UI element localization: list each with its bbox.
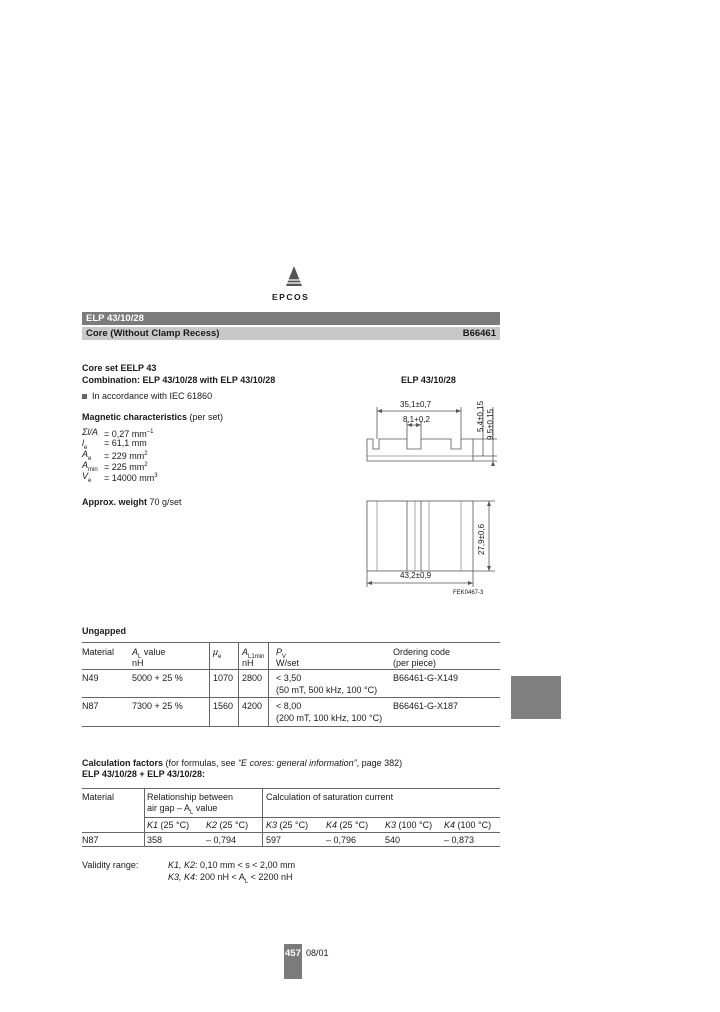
- col-ue: [213, 647, 221, 662]
- row-al1min: 2800: [242, 673, 263, 683]
- param-sub: e: [88, 455, 92, 462]
- dim-width: 27,9±0,6: [477, 523, 486, 555]
- col-pv-sub: V: [282, 653, 287, 660]
- param-symbol: A: [82, 449, 89, 459]
- calc-row-value: 597: [266, 835, 282, 845]
- col-al-sym: A: [132, 647, 139, 657]
- calc-k-header: [385, 820, 432, 830]
- dim-center-leg: 8,1+0,2: [403, 415, 430, 424]
- param-sub: e: [88, 477, 92, 484]
- k-temp: (100 °C): [396, 820, 433, 830]
- param-value: = 61,1 mm: [104, 438, 147, 448]
- param-symbol: A: [82, 460, 89, 470]
- row-ordering-code: B66461-G-X187: [393, 701, 459, 711]
- calc-k-header: [444, 820, 491, 830]
- validity-k3k4: [168, 872, 292, 887]
- k-sym: K3: [385, 820, 397, 830]
- product-title: ELP 43/10/28: [86, 313, 144, 324]
- param-sum-l-a: [82, 427, 154, 439]
- col-ordering-unit: (per piece): [393, 658, 437, 668]
- page-number-box: [284, 944, 302, 979]
- k-sym: K4: [444, 820, 456, 830]
- table-rule: [82, 726, 500, 727]
- col-al-text: value: [141, 647, 166, 657]
- row-ue: 1070: [213, 673, 234, 683]
- param-symbol: l: [82, 438, 84, 448]
- col-ue-sym: μ: [213, 647, 218, 657]
- magnetic-title-suffix: (per set): [187, 412, 224, 422]
- dim-overall-length: 35,1±0,7: [400, 400, 432, 409]
- table-rule: [82, 832, 500, 833]
- dim-height-outer: 9,5±0,15: [486, 408, 495, 440]
- calc-rel-value: value: [193, 803, 218, 813]
- calc-col-relationship-2: [147, 803, 217, 818]
- calc-col-relationship: Relationship between: [147, 792, 234, 802]
- col-material: Material: [82, 647, 115, 657]
- k-temp: (25 °C): [158, 820, 190, 830]
- param-value: = 225 mm: [104, 462, 145, 472]
- validity-k-sym: K1, K2: [168, 860, 196, 870]
- row-ordering-code: B66461-G-X149: [393, 673, 459, 683]
- param-sub: min: [88, 466, 98, 473]
- calc-k-header: [266, 820, 308, 830]
- k-sym: K4: [326, 820, 338, 830]
- param-sub: e: [84, 444, 88, 451]
- table-rule: [82, 697, 500, 698]
- ungapped-title: Ungapped: [82, 626, 126, 636]
- epcos-logo-icon: [282, 266, 306, 290]
- k-temp: (25 °C): [337, 820, 369, 830]
- table-col-divider: [268, 643, 269, 727]
- table-col-divider: [238, 643, 239, 727]
- col-al1min-sub: L1min: [248, 653, 265, 660]
- k-temp: (100 °C): [455, 820, 492, 830]
- product-subtitle-bar: [82, 327, 500, 340]
- row-conditions: (200 mT, 100 kHz, 100 °C): [276, 713, 383, 723]
- logo-text: EPCOS: [272, 292, 310, 302]
- param-sup: 3: [154, 473, 158, 479]
- accordance-text: In accordance with IEC 61860: [92, 391, 213, 401]
- validity-sub: L: [244, 878, 249, 885]
- issue-date: 08/01: [306, 948, 329, 958]
- col-pv-unit: W/set: [276, 658, 300, 668]
- k-temp: (25 °C): [277, 820, 309, 830]
- page-number: 457: [285, 948, 301, 959]
- weight-label: Approx. weight: [82, 497, 147, 507]
- calc-row-value: – 0,796: [326, 835, 357, 845]
- k-sym: K3: [266, 820, 278, 830]
- calc-title-ref: “E cores: general information”: [238, 758, 357, 768]
- row-material: N49: [82, 673, 99, 683]
- row-pv: < 8,00: [276, 701, 302, 711]
- row-ue: 1560: [213, 701, 234, 711]
- calc-k-header: [326, 820, 368, 830]
- validity-k-sym: K3, K4: [168, 872, 196, 882]
- calc-title-page: , page 382): [356, 758, 403, 768]
- col-al1min-unit: nH: [242, 658, 254, 668]
- col-ordering-code: Ordering code: [393, 647, 451, 657]
- table-rule: [82, 669, 500, 670]
- row-material: N87: [82, 701, 99, 711]
- calc-row-value: 540: [385, 835, 401, 845]
- param-sup: 2: [144, 462, 148, 468]
- param-symbol: Σl/A: [82, 427, 98, 437]
- table-col-divider: [144, 789, 145, 847]
- calc-rel-text: air gap – A: [147, 803, 191, 813]
- calc-title: [82, 758, 402, 768]
- validity-k1k2: [168, 860, 295, 870]
- col-al1min-sym: A: [242, 647, 249, 657]
- param-ve: [82, 471, 158, 486]
- dim-length: 43,2±0,9: [400, 571, 432, 580]
- calc-title-text: Calculation factors: [82, 758, 164, 768]
- validity-range-end: < 2200 nH: [248, 872, 293, 882]
- table-rule: [82, 642, 500, 643]
- col-pv-sym: P: [276, 647, 283, 657]
- calc-k-header: [206, 820, 248, 830]
- validity-range: : 200 nH < A: [195, 872, 245, 882]
- product-subtitle: Core (Without Clamp Recess): [86, 328, 220, 339]
- validity-label: Validity range:: [82, 860, 139, 870]
- core-set-title: Core set EELP 43: [82, 363, 157, 373]
- row-al: 7300 + 25 %: [132, 701, 183, 711]
- k-sym: K1: [147, 820, 159, 830]
- dim-height-inner: 5,4±0,15: [476, 400, 485, 432]
- product-title-bar: [82, 312, 500, 325]
- table-col-divider: [209, 643, 210, 727]
- magnetic-title: [82, 412, 223, 422]
- param-value: = 0,27 mm: [104, 429, 147, 439]
- col-al-unit: nH: [132, 658, 144, 668]
- col-ue-sub: e: [217, 653, 222, 660]
- calc-row-value: – 0,873: [444, 835, 475, 845]
- combination-title: Combination: ELP 43/10/28 with ELP 43/10/28: [82, 375, 276, 385]
- calc-title-suffix: (for formulas, see: [163, 758, 239, 768]
- k-sym: K2: [206, 820, 218, 830]
- param-sup: 2: [144, 451, 148, 457]
- accordance-note: [82, 391, 212, 401]
- ordering-prefix: B66461: [462, 328, 496, 339]
- weight-value: 70 g/set: [147, 497, 182, 507]
- section-tab-marker: [511, 676, 561, 719]
- drawing-title: ELP 43/10/28: [401, 375, 456, 385]
- calc-rel-sub: L: [190, 809, 194, 816]
- calc-row-material: N87: [82, 835, 99, 845]
- row-al1min: 4200: [242, 701, 263, 711]
- magnetic-title-text: Magnetic characteristics: [82, 412, 188, 422]
- table-rule: [82, 846, 500, 847]
- row-pv: < 3,50: [276, 673, 302, 683]
- weight-line: [82, 497, 182, 507]
- row-al: 5000 + 25 %: [132, 673, 183, 683]
- col-al-sub: L: [138, 653, 142, 660]
- calc-row-value: – 0,794: [206, 835, 237, 845]
- table-col-divider: [262, 789, 263, 847]
- calc-col-saturation: Calculation of saturation current: [266, 792, 394, 802]
- param-value: = 14000 mm: [104, 473, 155, 483]
- calc-subtitle: ELP 43/10/28 + ELP 43/10/28:: [82, 769, 206, 779]
- param-symbol: V: [82, 471, 89, 481]
- param-sup: –1: [146, 429, 154, 435]
- calc-row-value: 358: [147, 835, 163, 845]
- param-value: = 229 mm: [104, 451, 145, 461]
- calc-col-material: Material: [82, 792, 115, 802]
- bullet-square-icon: [82, 394, 87, 399]
- validity-range: : 0,10 mm < s < 2,00 mm: [195, 860, 296, 870]
- calc-k-header: [147, 820, 189, 830]
- drawing-code: FEK0467-3: [453, 590, 484, 596]
- k-temp: (25 °C): [217, 820, 249, 830]
- row-conditions: (50 mT, 500 kHz, 100 °C): [276, 685, 378, 695]
